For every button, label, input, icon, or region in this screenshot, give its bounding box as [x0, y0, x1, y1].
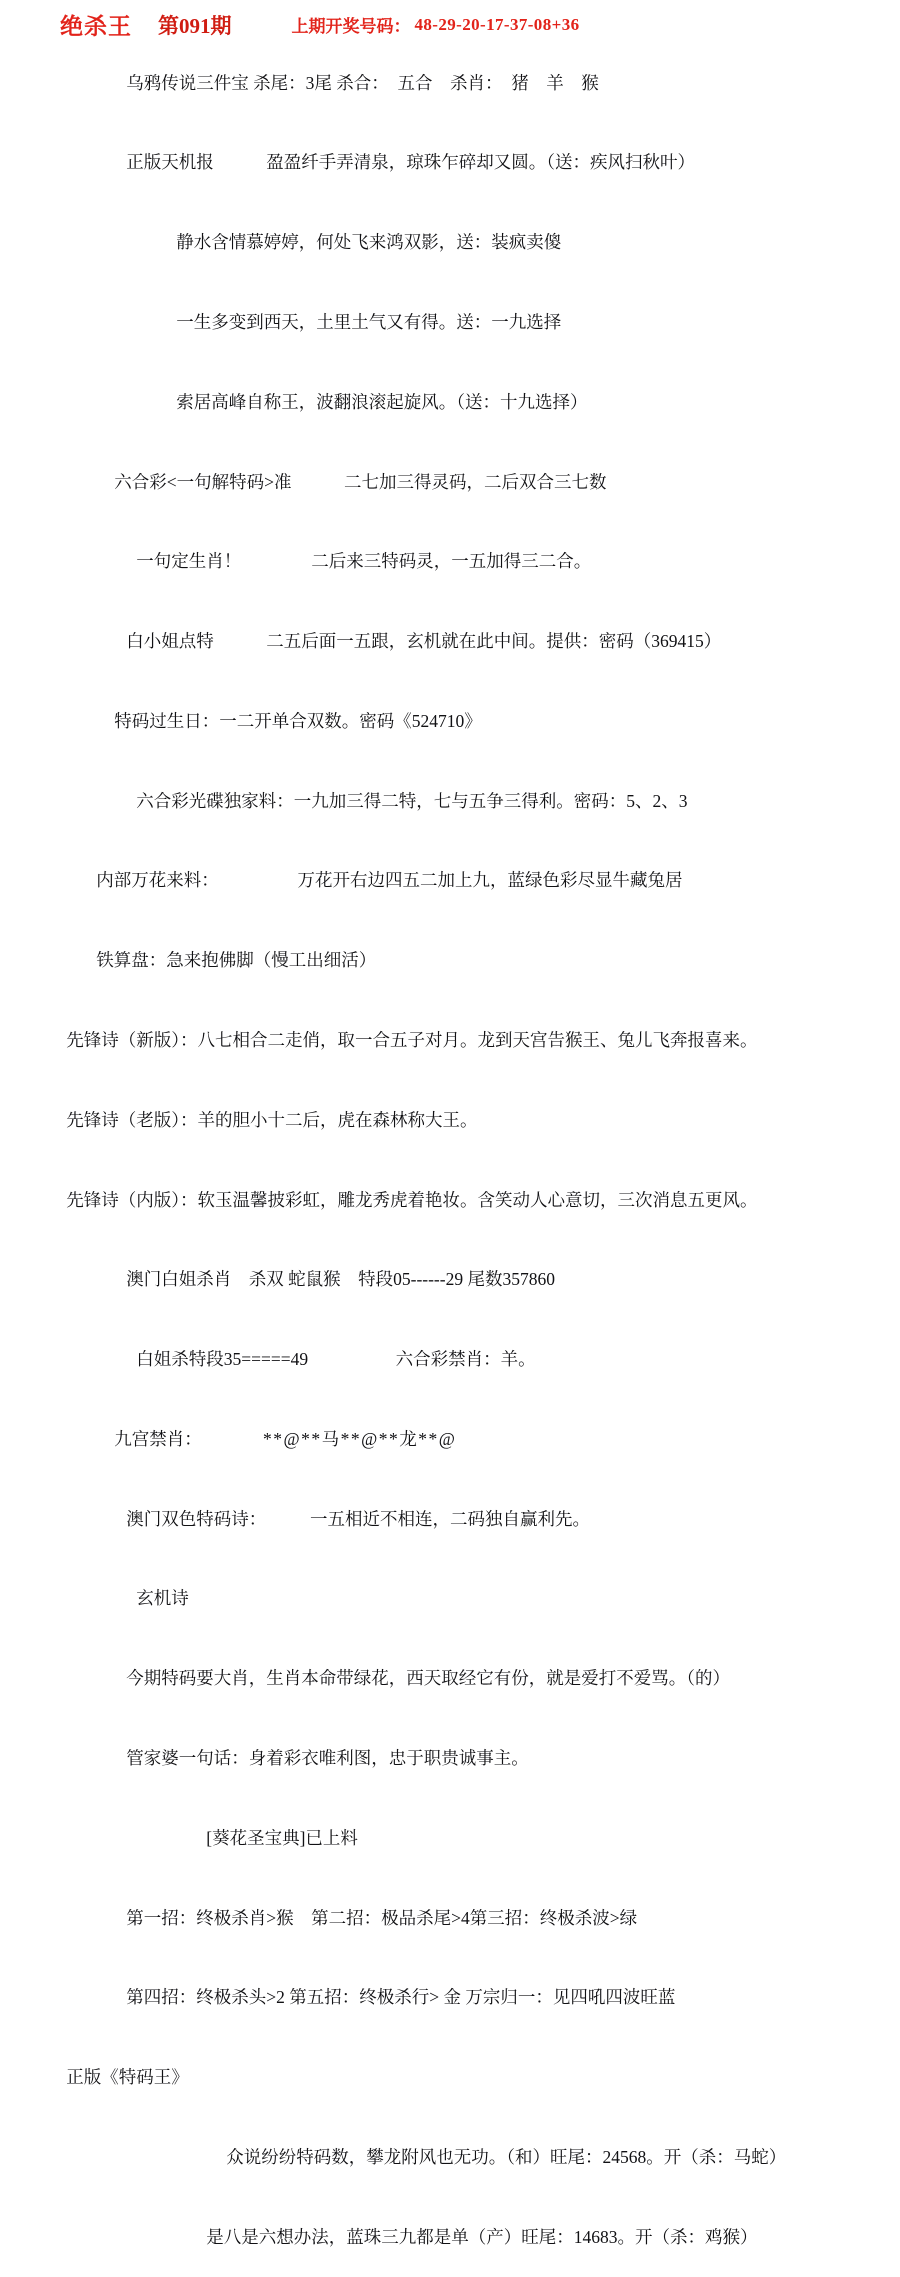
xianfeng-text-2: 羊的胆小十二后，虎在森林称大王。 — [197, 1109, 478, 1130]
crow-kill-tail: 杀尾：3尾 — [253, 72, 332, 93]
jiugong-text: **@**马**@**龙**@ — [263, 1428, 457, 1449]
temawang-line-2: 是八是六想办法，蓝珠三九都是单（产）旺尾：14683。开（杀：鸡猴） — [206, 2226, 758, 2247]
tianji-label: 正版天机报 — [126, 152, 214, 173]
prev-draw-numbers: 48-29-20-17-37-08+36 — [414, 14, 580, 34]
document-header — [60, 0, 900, 43]
xuanji-title-row — [110, 1559, 900, 1639]
kuihua-row — [180, 1798, 900, 1878]
temaguosheng-row — [88, 681, 900, 761]
crow-legend-row — [100, 43, 900, 123]
zhao-row-1 — [100, 1878, 900, 1958]
baijie-duan-left: 白姐杀特段35=====49 — [136, 1349, 309, 1370]
liuhecai-right: 二七加三得灵码，二后双合三七数 — [344, 471, 607, 492]
zhao-row-2 — [100, 1958, 900, 2038]
guangdie-text: 六合彩光碟独家料：一九加三得二特，七与五争三得利。密码：5、2、3 — [136, 790, 688, 811]
aomen-baijie-row — [100, 1240, 900, 1320]
temawang-row-2 — [180, 2197, 900, 2277]
xianfeng-label-1: 先锋诗（新版）： — [66, 1029, 198, 1050]
tianji-line-1: 盈盈纤手弄清泉，琼珠乍碎却又圆。（送：疾风扫秋叶） — [266, 152, 695, 173]
xianfeng-text-1: 八七相合二走俏，取一合五子对月。龙到天宫告猴王、兔儿飞奔报喜来。 — [197, 1029, 758, 1050]
baijie-duan-row — [110, 1320, 900, 1400]
xianfeng-row-3 — [40, 1160, 900, 1240]
xianfeng-label-2: 先锋诗（老版）： — [66, 1109, 198, 1130]
aomen-baijie-text: 澳门白姐杀肖 杀双 蛇鼠猴 特段05------29 尾数357860 — [126, 1269, 555, 1290]
liuhecai-line2-left: 一句定生肖！ — [136, 551, 242, 572]
tianji-line-2: 静水含情慕婷婷，何处飞来鸿双影，送：装疯卖傻 — [176, 232, 562, 253]
guanjiapo-text: 管家婆一句话：身着彩衣唯利图，忠于职贵诚事主。 — [126, 1748, 529, 1768]
xuanji-text: 今期特码要大肖，生肖本命带绿花，西天取经它有份，就是爱打不爱骂。（的） — [126, 1668, 730, 1689]
liuhecai-row-2 — [110, 522, 900, 602]
xianfeng-row-1 — [40, 1000, 900, 1080]
zhao-line-1: 第一招：终极杀肖>猴 第二招：极品杀尾>4第三招：终极杀波>绿 — [126, 1907, 638, 1928]
liuhecai-label: 六合彩<一句解特码>准 — [114, 471, 292, 492]
baixiaojie-row — [100, 601, 900, 681]
page-title: 绝杀王 — [60, 14, 132, 39]
baijie-duan-right: 六合彩禁肖：羊。 — [395, 1349, 536, 1370]
baixiaojie-text: 二五后面一五跟，玄机就在此中间。提供：密码（369415） — [266, 631, 722, 652]
temawang-row-1 — [200, 2117, 900, 2197]
neibu-row — [70, 841, 900, 921]
neibu-text: 万花开右边四五二加上九，蓝绿色彩尽显牛藏兔居 — [297, 870, 683, 891]
aomen-shuangse-label: 澳门双色特码诗： — [126, 1508, 258, 1529]
tianji-row-1 — [100, 123, 900, 203]
guanjiapo-row — [100, 1718, 900, 1798]
liuhecai-row-1 — [88, 442, 900, 522]
xianfeng-row-2 — [40, 1080, 900, 1160]
tianji-line-4: 索居高峰自称王，波翻浪滚起旋风。（送：十九选择） — [176, 391, 588, 412]
xianfeng-label-3: 先锋诗（内版）： — [66, 1189, 198, 1210]
jiugong-label: 九宫禁肖： — [114, 1428, 193, 1449]
xuanji-text-row — [100, 1639, 900, 1719]
xuanji-title: 玄机诗 — [136, 1588, 189, 1609]
temawang-label: 正版《特码王》 — [66, 2067, 189, 2088]
tiesuanpan-text: 铁算盘：急来抱佛脚（慢工出细活） — [96, 950, 377, 971]
xianfeng-text-3: 软玉温馨披彩虹，雕龙秀虎着艳妆。含笑动人心意切，三次消息五更风。 — [197, 1189, 758, 1210]
crow-legend-label: 乌鸦传说三件宝 — [126, 72, 249, 93]
prev-draw-label: 上期开奖号码： — [291, 17, 411, 36]
issue-number: 第091期 — [158, 13, 232, 38]
tiesuanpan-row — [70, 921, 900, 1001]
crow-kill-zodiac: 杀肖： 猪 羊 猴 — [450, 72, 599, 93]
temawang-label-row — [40, 2038, 900, 2118]
temaguosheng-text: 特码过生日：一二开单合双数。密码《524710》 — [114, 710, 482, 731]
zhao-line-2: 第四招：终极杀头>2 第五招：终极杀行> 金 万宗归一：见四吼四波旺蓝 — [126, 1987, 676, 2008]
jiugong-row — [88, 1399, 900, 1479]
temawang-line-1: 众说纷纷特码数，攀龙附风也无功。（和）旺尾：24568。开（杀：马蛇） — [226, 2146, 787, 2167]
guangdie-row — [110, 761, 900, 841]
kuihua-text: [葵花圣宝典]已上料 — [206, 1827, 358, 1848]
tianji-line-3: 一生多变到西天，土里土气又有得。送：一九选择 — [176, 311, 562, 332]
tianji-row-4 — [150, 362, 900, 442]
document-body — [0, 43, 900, 2277]
baixiaojie-label: 白小姐点特 — [126, 631, 214, 652]
aomen-shuangse-text: 一五相近不相连，二码独自赢利先。 — [310, 1508, 590, 1529]
crow-kill-sum: 杀合： 五合 — [336, 72, 433, 93]
neibu-label: 内部万花来料： — [96, 870, 210, 891]
liuhecai-line2-right: 二后来三特码灵，一五加得三二合。 — [311, 551, 592, 572]
aomen-shuangse-row — [100, 1479, 900, 1559]
tianji-row-3 — [150, 282, 900, 362]
tianji-row-2 — [150, 203, 900, 283]
